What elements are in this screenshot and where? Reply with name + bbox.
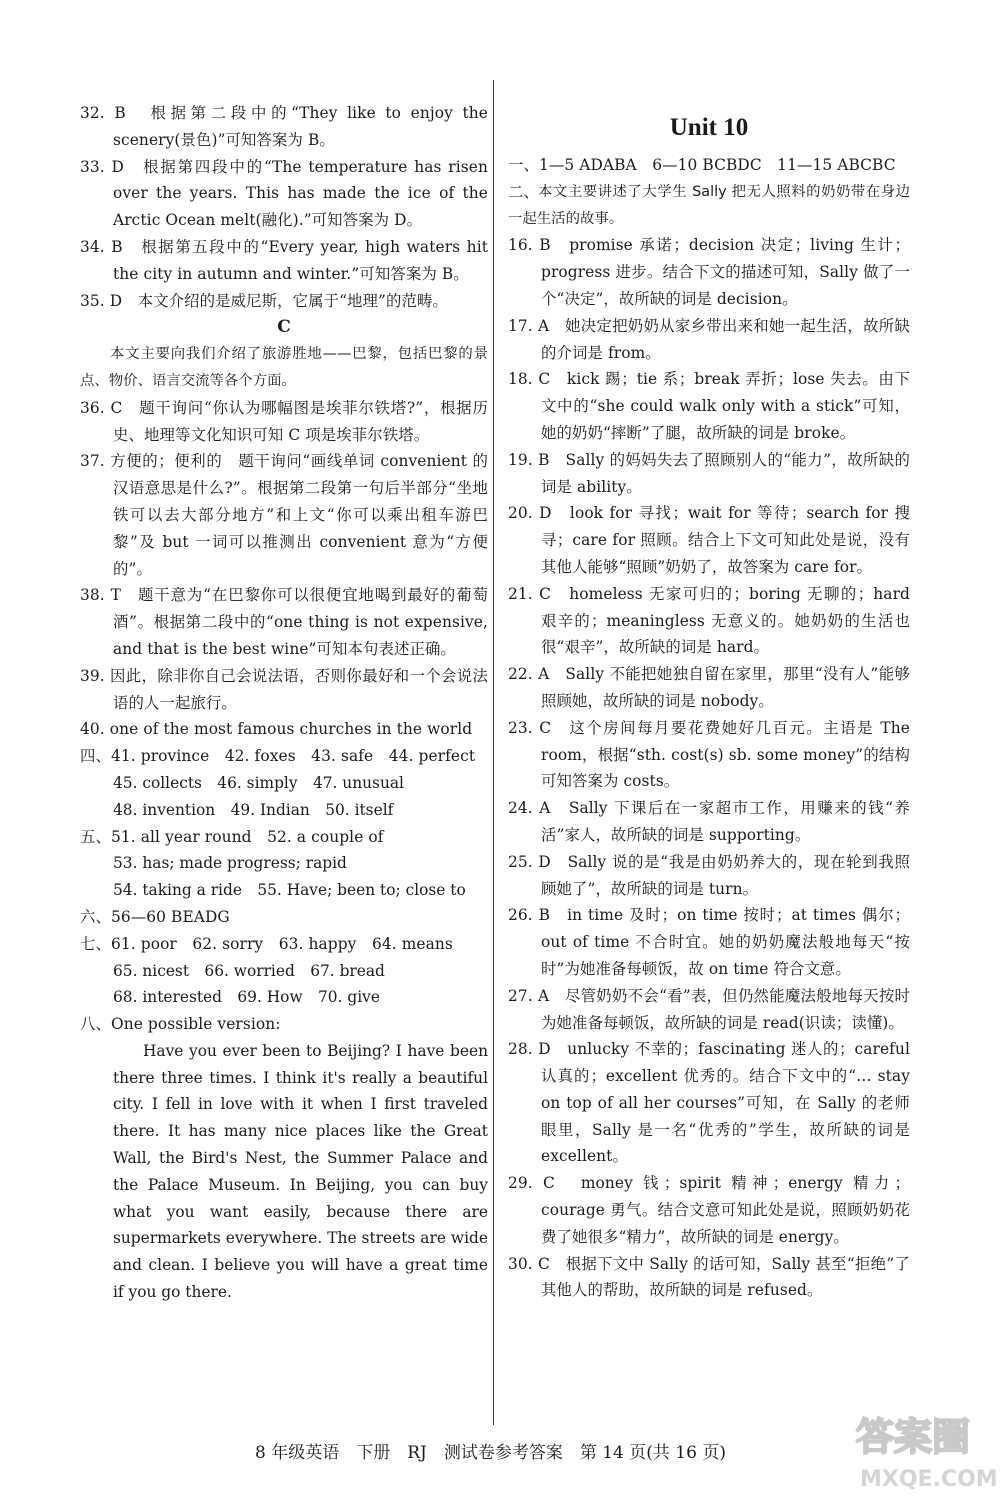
model-essay-text: Have you ever been to Beijing? I have been there three times. I think it's really a beautiful city. I fell in love with it when I first traveled there. It has many nice places like the Great Wall, the Bird's Nest, the Summer Palace and the Palace Museum. In Beijing, you can buy what you want easily, because there are supermarkets everywhere. The streets are wide and clean. I believe you will have a great time if you go there. bbox=[113, 1041, 488, 1302]
answer-23: 23. C 这个房间每月要花费她好几百元。主语是 The room，根据“sth. cost(s) sb. some money”的结构可知答案为 costs。 bbox=[508, 718, 910, 791]
section-5-line-3: 54. taking a ride 55. Have; been to; close to bbox=[113, 881, 466, 900]
section-8 bbox=[80, 1011, 488, 1038]
section-1 bbox=[508, 152, 910, 179]
model-essay bbox=[80, 1038, 488, 1306]
answer-17: 17. A 她决定把奶奶从家乡带出来和她一起生活，故所缺的介词是 from。 bbox=[508, 316, 910, 362]
answer-26: 26. B in time 及时；on time 按时；at times 偶尔；out of time 不合时宜。她的奶奶魔法般地每天“按时”为她准备每顿饭，故 on time 符合文意。 bbox=[508, 906, 910, 978]
answer-27: 27. A 尽管奶奶不会“看”表，但仍然能魔法般地每天按时为她准备每顿饭，故所缺的词是 read(识读；读懂)。 bbox=[508, 986, 910, 1032]
section-6-label: 六、 bbox=[80, 907, 111, 926]
answer-38: 38. T 题干意为“在巴黎你可以很便宜地喝到最好的葡萄酒”。根据第二段中的“one thing is not expensive, and that is the best wine”可知本句表述正确。 bbox=[80, 586, 488, 658]
unit-title: Unit 10 bbox=[669, 114, 749, 141]
answer-18: 18. C kick 踢；tie 系；break 弄折；lose 失去。由下文中的“she could walk only with a stick”可知，她的奶奶“摔断”了腿，故所缺的词是 broke。 bbox=[508, 370, 910, 442]
section-7-line-2: 65. nicest 66. worried 67. bread bbox=[113, 961, 385, 980]
answer-33: 33. D 根据第四段中的“The temperature has risen over the years. This has made the ice of the Arctic Ocean melt(融化).”可知答案为 D。 bbox=[80, 157, 488, 230]
answer-19: 19. B Sally 的妈妈失去了照顾别人的“能力”，故所缺的词是 ability。 bbox=[508, 450, 910, 496]
watermark-logo bbox=[852, 1398, 998, 1498]
section-c-heading: C bbox=[277, 317, 291, 338]
section-5-label: 五、 bbox=[80, 827, 111, 846]
section-2-label: 二、 bbox=[508, 182, 539, 201]
section-1-answers: 1—5 ADABA 6—10 BCBDC 11—15 ABCBC bbox=[538, 156, 896, 174]
page-footer: 8 年级英语 下册 RJ 测试卷参考答案 第 14 页(共 16 页) bbox=[255, 1443, 726, 1463]
section-4 bbox=[80, 743, 488, 770]
section-6-line-1: 56—60 BEADG bbox=[110, 907, 230, 926]
watermark-graphic bbox=[852, 1398, 998, 1498]
column-divider bbox=[493, 80, 494, 1425]
answer-20: 20. D look for 寻找；wait for 等待；search for 搜寻；care for 照顾。结合上下文可知此处是说，没有其他人能够“照顾”奶奶了，故答案为 care for。 bbox=[508, 504, 910, 576]
answer-35: 35. D 本文介绍的是威尼斯，它属于“地理”的范畴。 bbox=[80, 291, 448, 310]
section-7-line-1: 61. poor 62. sorry 63. happy 64. means bbox=[110, 934, 453, 953]
section-8-label: 八、 bbox=[80, 1015, 111, 1034]
right-column bbox=[508, 110, 910, 1304]
answer-25: 25. D Sally 说的是“我是由奶奶养大的，现在轮到我照顾她了”，故所缺的词是 turn。 bbox=[508, 852, 910, 898]
section-6 bbox=[80, 904, 488, 931]
section-5 bbox=[80, 824, 488, 851]
section-4-label: 四、 bbox=[80, 747, 111, 766]
answer-40: 40. one of the most famous churches in the world bbox=[80, 720, 473, 739]
left-column bbox=[80, 100, 488, 1306]
answer-21: 21. C homeless 无家可归的；boring 无聊的；hard 艰辛的；meaningless 无意义的。她奶奶的生活也很“艰辛”，故所缺的词是 hard。 bbox=[508, 584, 910, 657]
answer-16: 16. B promise 承诺；decision 决定；living 生计；progress 进步。结合下文的描述可知，Sally 做了一个“决定”，故所缺的词是 decision。 bbox=[508, 236, 910, 308]
answer-34: 34. B 根据第五段中的“Every year, high waters hit the city in autumn and winter.”可知答案为 B。 bbox=[80, 237, 488, 283]
section-2-intro: 本文主要讲述了大学生 Sally 把无人照料的奶奶带在身边一起生活的故事。 bbox=[508, 183, 910, 227]
answer-24: 24. A Sally 下课后在一家超市工作，用赚来的钱“养活”家人，故所缺的词是 supporting。 bbox=[508, 799, 910, 844]
answer-30: 30. C 根据下文中 Sally 的话可知，Sally 甚至“拒绝”了其他人的帮助，故所缺的词是 refused。 bbox=[508, 1254, 910, 1300]
answer-29: 29. C money 钱；spirit 精神；energy 精力；courage 勇气。结合文意可知此处是说，照顾奶奶花费了她很多“精力”，故所缺的词是 energy。 bbox=[508, 1174, 910, 1246]
section-4-line-2: 45. collects 46. simply 47. unusual bbox=[113, 773, 404, 792]
answer-28: 28. D unlucky 不幸的；fascinating 迷人的；careful 认真的；excellent 优秀的。结合下文中的“… stay on top of all her courses”可知，在 Sally 的老师眼里，Sally 是一名“优秀的”学生，故所缺的词是 excellent。 bbox=[508, 1040, 910, 1166]
section-c-intro: 本文主要向我们介绍了旅游胜地——巴黎，包括巴黎的景点、物价、语言交流等各个方面。 bbox=[80, 346, 488, 389]
section-5-line-1: 51. all year round 52. a couple of bbox=[110, 827, 384, 846]
section-5-line-2: 53. has; made progress; rapid bbox=[113, 854, 347, 873]
answer-39: 39. 因此，除非你自己会说法语，否则你最好和一个会说法语的人一起旅行。 bbox=[80, 666, 488, 712]
section-4-line-1: 41. province 42. foxes 43. safe 44. perfect bbox=[110, 747, 476, 766]
section-1-label: 一、 bbox=[508, 156, 539, 174]
answer-37: 37. 方便的；便利的 题干询问“画线单词 convenient 的汉语意思是什么?”。根据第二段第一句后半部分“坐地铁可以去大部分地方”和上文“你可以乘出租车游巴黎”及 but 一词可以推测出 convenient 意为“方便的”。 bbox=[80, 452, 488, 578]
section-7 bbox=[80, 931, 488, 958]
section-8-heading: One possible version: bbox=[110, 1015, 281, 1034]
section-7-label: 七、 bbox=[80, 934, 111, 953]
watermark-text-bottom: MXQE.COM bbox=[860, 1467, 998, 1492]
answer-36: 36. C 题干询问“你认为哪幅图是埃菲尔铁塔?”，根据历史、地理等文化知识可知 C 项是埃菲尔铁塔。 bbox=[80, 398, 488, 444]
answer-32: 32. B 根据第二段中的“They like to enjoy the scenery(景色)”可知答案为 B。 bbox=[80, 104, 488, 149]
section-4-line-3: 48. invention 49. Indian 50. itself bbox=[113, 800, 394, 819]
answer-22: 22. A Sally 不能把她独自留在家里，那里“没有人”能够照顾她，故所缺的词是 nobody。 bbox=[508, 665, 910, 710]
section-7-line-3: 68. interested 69. How 70. give bbox=[113, 988, 380, 1007]
watermark-text-top: 答案圈 bbox=[856, 1415, 971, 1459]
